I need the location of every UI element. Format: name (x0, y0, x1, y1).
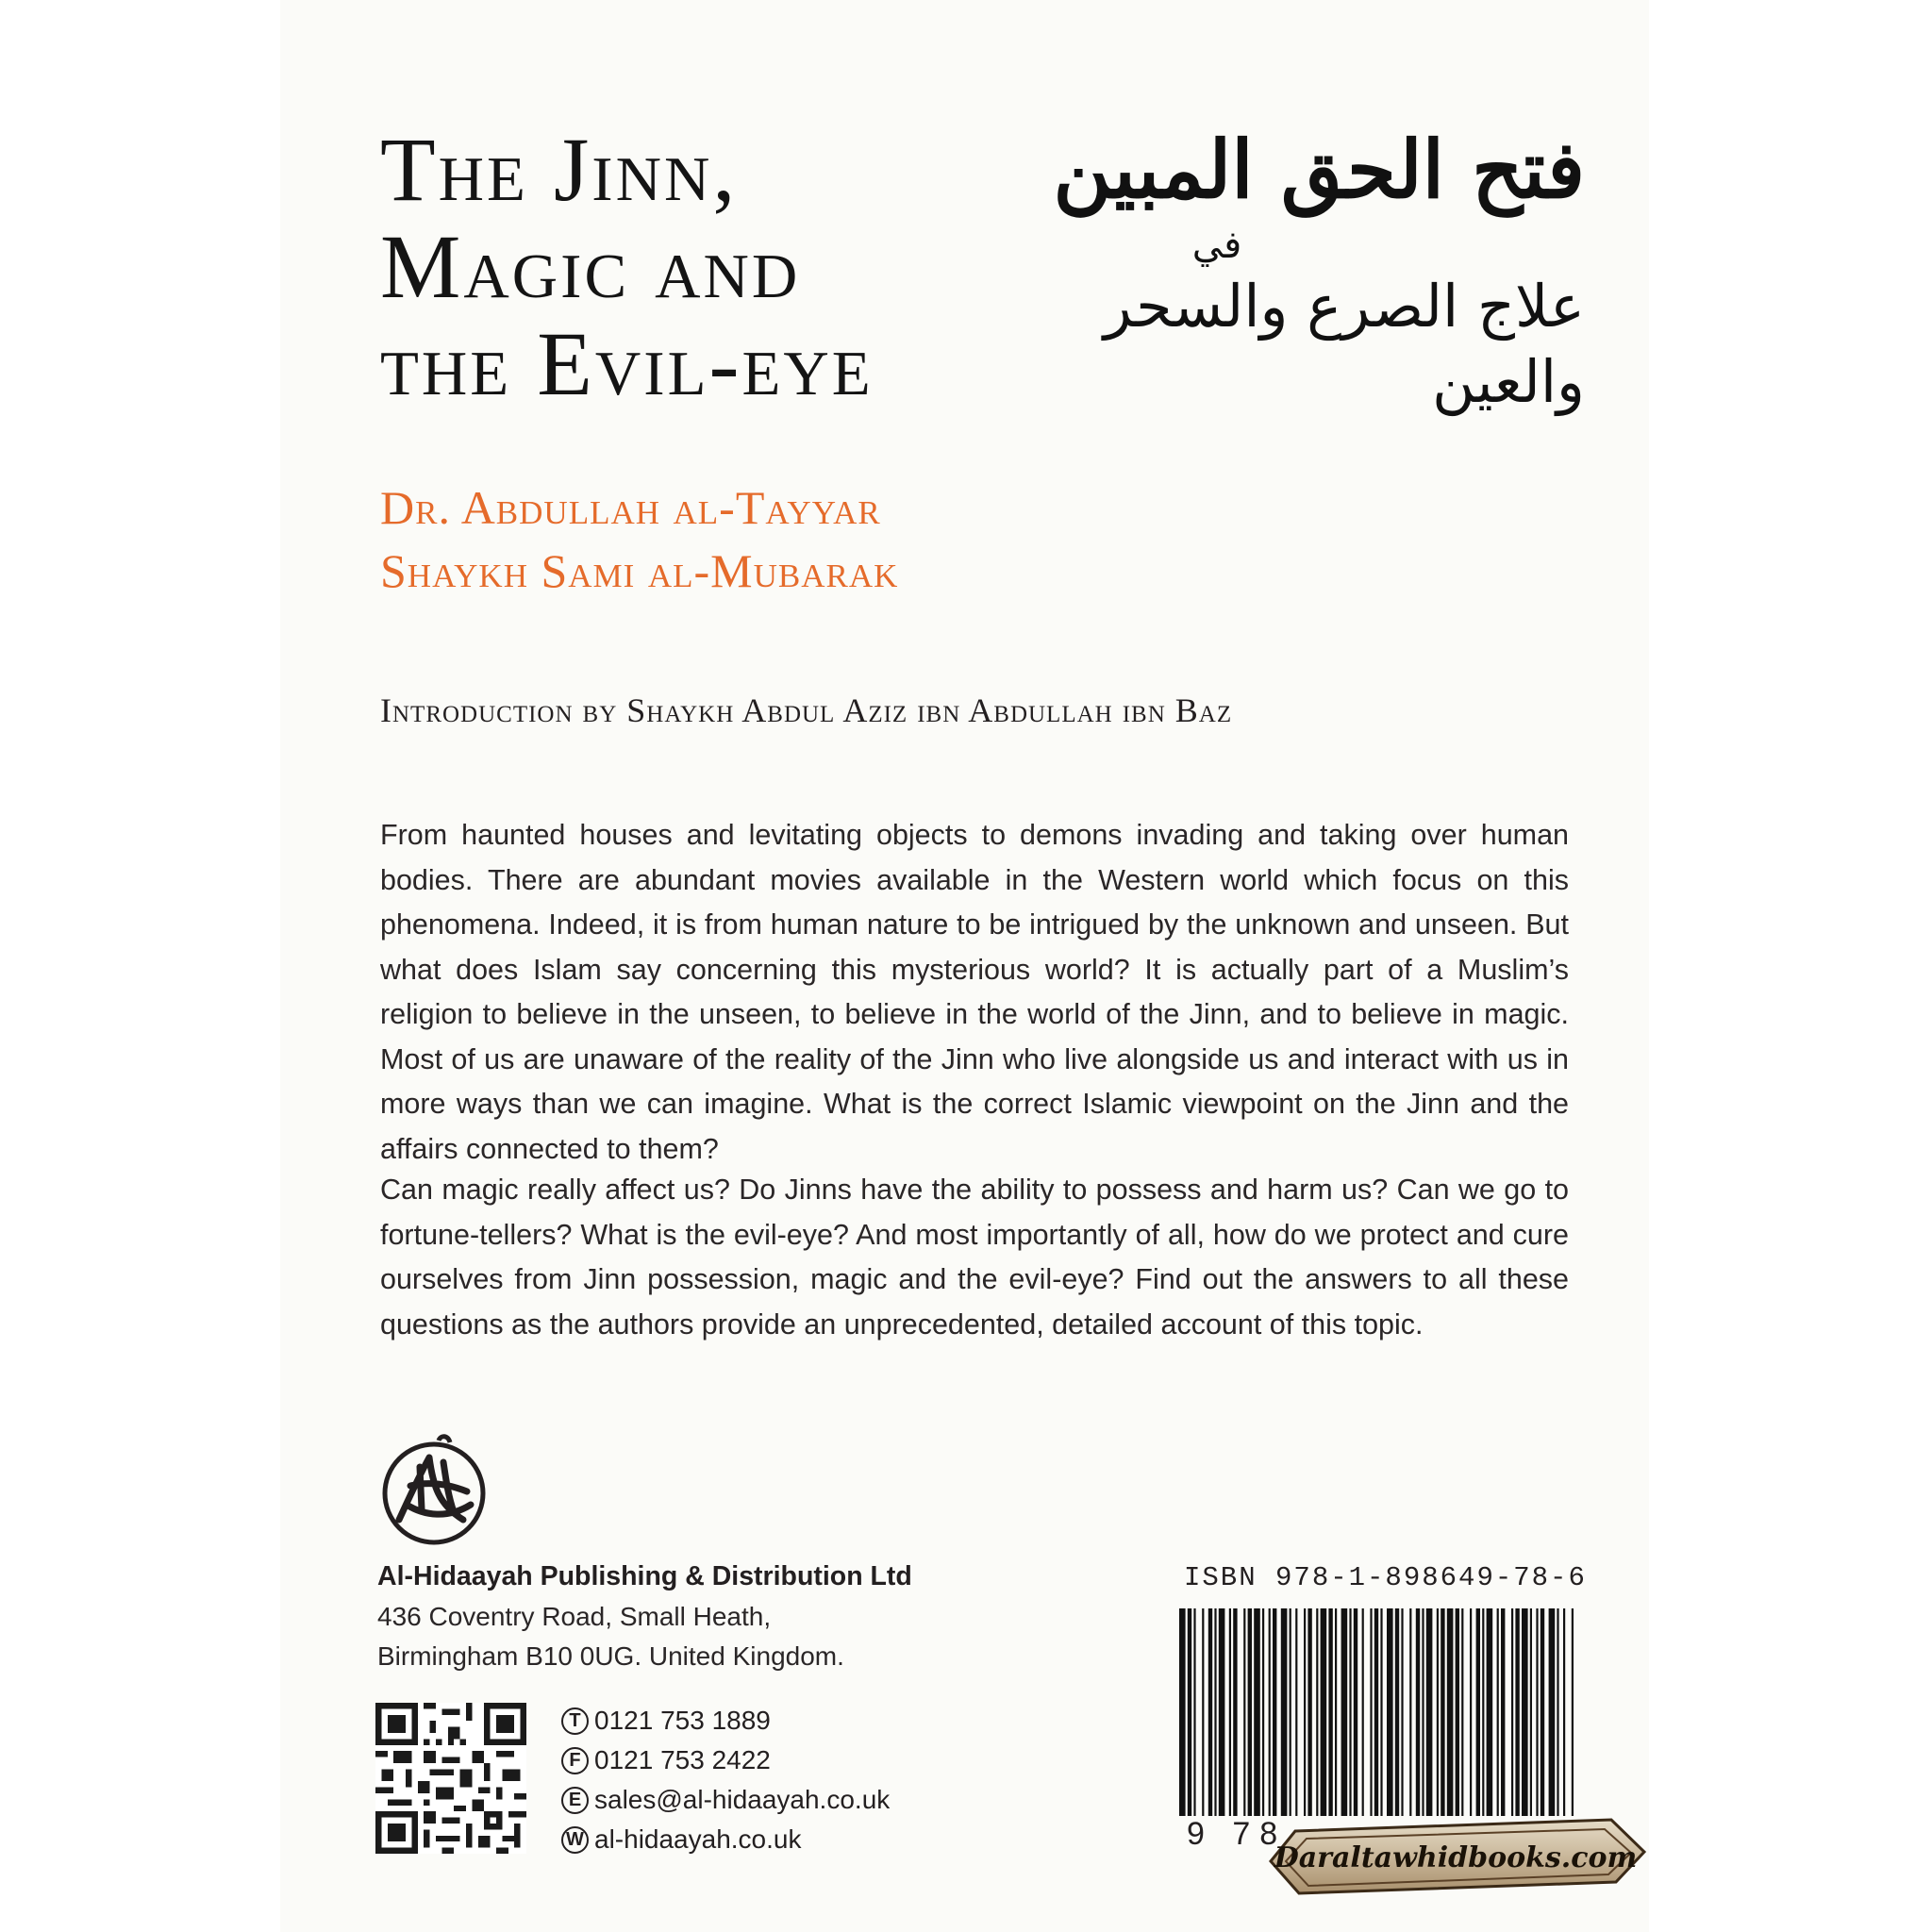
barcode-bar (1456, 1608, 1459, 1816)
barcode-bar (1511, 1608, 1513, 1816)
title-line-2: Magic and (380, 216, 801, 317)
contact-fax (561, 1740, 890, 1780)
contact-telephone (561, 1701, 890, 1740)
barcode-bar (1243, 1608, 1245, 1816)
barcode-bar (1487, 1608, 1493, 1816)
barcode-icon (1179, 1608, 1575, 1816)
barcode-bar (1269, 1608, 1271, 1816)
english-title (380, 121, 1059, 412)
barcode-bar (1354, 1608, 1357, 1816)
barcode-bar (1229, 1608, 1231, 1816)
title-line-3: the Evil-eye (380, 313, 874, 414)
website-icon: W (561, 1826, 589, 1854)
barcode-bar (1563, 1608, 1565, 1816)
isbn-text: ISBN 978-1-898649-78-6 (1184, 1562, 1587, 1593)
barcode-bar (1188, 1608, 1191, 1816)
barcode-bar (1501, 1608, 1505, 1816)
barcode-bar (1349, 1608, 1351, 1816)
arabic-title-line-2: في (1191, 224, 1242, 267)
barcode-bar (1362, 1608, 1364, 1816)
fax-icon: F (561, 1747, 589, 1774)
authors (380, 476, 898, 603)
barcode-bar (1208, 1608, 1212, 1816)
watermark-ribbon (1267, 1803, 1649, 1905)
publisher-address-line-1: 436 Coventry Road, Small Heath, (377, 1602, 772, 1631)
watermark-text: Daraltawhidbooks.com (1274, 1841, 1638, 1874)
publisher-name: Al-Hidaayah Publishing & Distribution Ltd (377, 1561, 912, 1591)
barcode-bar (1316, 1608, 1318, 1816)
description-paragraph-2: Can magic really affect us? Do Jinns have the ability to possess and harm us? Can we go to fortune-tellers? What is the evil-eye? And most importantly of all, how do we protect and cure ourselves from Jinn possession, magic and the evil-eye? Find out the answers to all these questions as the authors provide an unprecedented, detailed account of this topic. (380, 1174, 1569, 1341)
barcode-bar (1262, 1608, 1264, 1816)
barcode-digits: 9 78 (1187, 1816, 1288, 1852)
barcode-bar (1401, 1608, 1403, 1816)
barcode-bar (1549, 1608, 1556, 1816)
barcode-bar (1530, 1608, 1532, 1816)
barcode-bar (1470, 1608, 1472, 1816)
author-2: Shaykh Sami al-Mubarak (380, 544, 899, 597)
arabic-title-line-1: فتح الحق المبين (1053, 123, 1585, 216)
introduction-credit: Introduction by Shaykh Abdul Aziz ibn Abdullah ibn Baz (380, 691, 1233, 729)
barcode-bar (1273, 1608, 1276, 1816)
barcode-bar (1441, 1608, 1444, 1816)
title-line-1: The Jinn, (380, 119, 739, 220)
barcode-bar (1461, 1608, 1463, 1816)
barcode-bar (1290, 1608, 1291, 1816)
author-1: Dr. Abdullah al-Tayyar (380, 481, 881, 534)
barcode-bar (1321, 1608, 1327, 1816)
qr-code-icon (375, 1703, 526, 1854)
barcode-bar (1437, 1608, 1439, 1816)
arabic-title-line-3: علاج الصرع والسحر والعين (1103, 272, 1585, 416)
barcode-bar (1522, 1608, 1528, 1816)
barcode-bar (1202, 1608, 1204, 1816)
barcode-bar (1248, 1608, 1252, 1816)
barcode-bar (1541, 1608, 1544, 1816)
barcode-bar (1295, 1608, 1297, 1816)
contact-email (561, 1780, 890, 1820)
telephone-number: 0121 753 1889 (594, 1706, 771, 1735)
publisher-address-line-2: Birmingham B10 0UG. United Kingdom. (377, 1641, 844, 1671)
barcode-bar (1219, 1608, 1225, 1816)
fax-number: 0121 753 2422 (594, 1745, 771, 1774)
barcode-bar (1328, 1608, 1332, 1816)
barcode-bar (1304, 1608, 1306, 1816)
barcode-bar (1572, 1608, 1574, 1816)
barcode-bar (1214, 1608, 1216, 1816)
barcode-bar (1447, 1608, 1454, 1816)
barcode-bar (1370, 1608, 1372, 1816)
barcode-bar (1482, 1608, 1484, 1816)
barcode-bar (1387, 1608, 1393, 1816)
barcode-bar (1395, 1608, 1399, 1816)
barcode-bar (1380, 1608, 1382, 1816)
barcode-bar (1179, 1608, 1186, 1816)
email-icon: E (561, 1787, 589, 1814)
barcode-bar (1536, 1608, 1538, 1816)
barcode-bar (1422, 1608, 1424, 1816)
barcode-bar (1515, 1608, 1519, 1816)
barcode-bar (1233, 1608, 1237, 1816)
barcode-bar (1557, 1608, 1558, 1816)
barcode-bar (1416, 1608, 1420, 1816)
barcode-bar (1335, 1608, 1337, 1816)
barcode-bar (1193, 1608, 1195, 1816)
barcode-bar (1374, 1608, 1378, 1816)
contact-list (561, 1701, 890, 1859)
barcode-bar (1254, 1608, 1260, 1816)
barcode-bar (1409, 1608, 1411, 1816)
description-paragraph-1: From haunted houses and levitating objects to demons invading and taking over human bodies. There are abundant movies available in the Western world which focus on this phenomena. Indeed, it is from human nature to be intrigued by the unknown and unseen. But what does Islam say concerning this mysterious world? It is actually part of a Muslim’s religion to believe in the unseen, to believe in the world of the Jinn, and to believe in magic. Most of us are unaware of the reality of the Jinn who live alongside us and interact with us in more ways than we can imagine. What is the correct Islamic viewpoint on the Jinn and the affairs connected to them? (380, 819, 1569, 1165)
email-address: sales@al-hidaayah.co.uk (594, 1785, 891, 1814)
barcode-bar (1426, 1608, 1433, 1816)
barcode-bar (1341, 1608, 1348, 1816)
website-url: al-hidaayah.co.uk (594, 1824, 802, 1854)
barcode-bar (1281, 1608, 1288, 1816)
telephone-icon: T (561, 1707, 589, 1735)
barcode-bar (1307, 1608, 1311, 1816)
contact-website (561, 1820, 890, 1859)
barcode-bar (1476, 1608, 1480, 1816)
arabic-title (1019, 118, 1585, 420)
al-hidaayah-calligraphy-logo-icon (373, 1429, 495, 1552)
barcode-bar (1497, 1608, 1499, 1816)
